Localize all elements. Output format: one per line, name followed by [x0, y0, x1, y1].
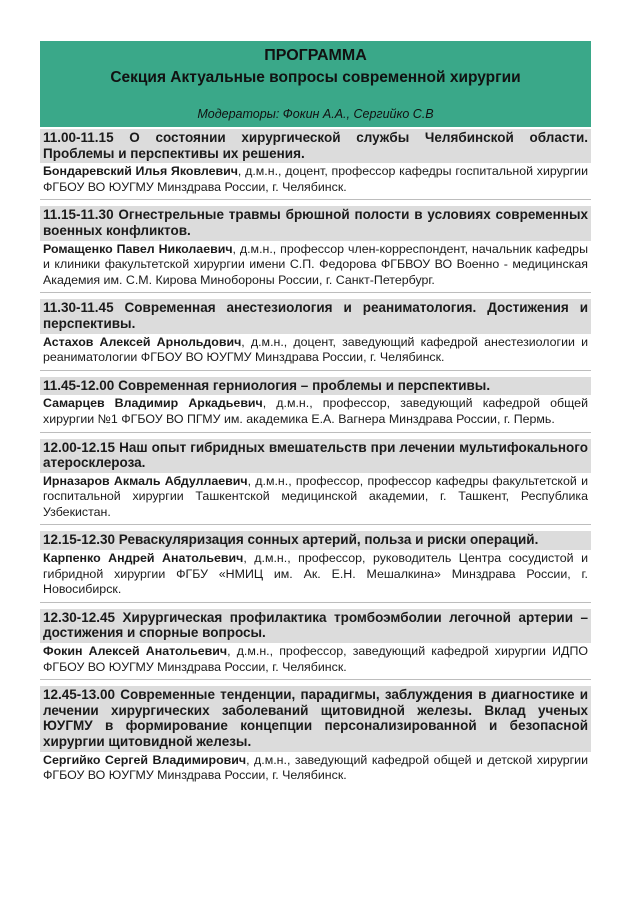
section-title: Секция Актуальные вопросы современной хирургии — [110, 69, 521, 86]
speaker-name: Фокин Алексей Анатольевич — [43, 644, 228, 659]
speaker-details: , д.м.н., заведующий кафедрой общей и детской хирургии ФГБОУ ВО ЮУГМУ Минздрава России, г. Челябинск. — [43, 752, 589, 783]
speaker-name: Ромащенко Павел Николаевич — [43, 241, 233, 256]
speaker-info — [42, 395, 589, 427]
program-item — [40, 433, 591, 526]
program-item — [40, 293, 591, 370]
talk-time-title: 12.45-13.00 Современные тенденции, парадигмы, заблуждения в диагностике и лечении хирургических заболеваний щитовидной железы. Вклад ученых ЮУГМУ в формирование концепции персонализированной и безопасной хирургии щитовидной железы. — [40, 686, 591, 751]
talk-time-title: 12.15-12.30 Реваскуляризация сонных артерий, польза и риски операций. — [40, 531, 591, 550]
speaker-details: , д.м.н., профессор, профессор кафедры факультетской и госпитальной хирургии Ташкентской медицинской академии, г. Ташкент, Республика Узбекистан. — [43, 473, 588, 519]
talk-time-title: 12.00-12.15 Наш опыт гибридных вмешательств при лечении мультифокального атеросклероза. — [40, 439, 591, 473]
speaker-info — [42, 643, 589, 675]
program-header — [40, 41, 591, 127]
speaker-name: Бондаревский Илья Яковлевич — [43, 164, 238, 179]
speaker-name: Карпенко Андрей Анатольевич — [43, 551, 244, 566]
program-item — [40, 200, 591, 293]
talk-time-title: 12.30-12.45 Хирургическая профилактика тромбоэмболии легочной артерии – достижения и спорные вопросы. — [40, 609, 591, 643]
speaker-info — [42, 241, 589, 289]
speaker-info — [42, 752, 589, 784]
speaker-info — [42, 334, 589, 366]
speaker-name: Ирназаров Акмаль Абдуллаевич — [43, 473, 248, 488]
speaker-info — [42, 550, 589, 598]
speaker-name: Астахов Алексей Арнольдович — [43, 334, 242, 349]
speaker-details: , д.м.н., профессор, руководитель Центра сосудистой и гибридной хирургии ФГБУ «НМИЦ им. Ак. Е.Н. Мешалкина» Минздрава России, г. Новосибирск. — [43, 551, 588, 597]
speaker-details: , д.м.н., доцент, заведующий кафедрой анестезиологии и реаниматологии ФГБОУ ВО ЮУГМУ Минздрава России, г. Челябинск. — [43, 334, 588, 365]
program-item — [40, 603, 591, 680]
speaker-name: Сергийко Сергей Владимирович — [43, 752, 247, 767]
program-title: ПРОГРАММА — [264, 47, 367, 64]
speaker-name: Самарцев Владимир Аркадьевич — [43, 396, 263, 411]
talk-time-title: 11.00-11.15 О состоянии хирургической службы Челябинской области. Проблемы и перспективы их решения. — [40, 129, 591, 163]
speaker-details: , д.м.н., профессор, заведующий кафедрой общей хирургии №1 ФГБОУ ВО ПГМУ им. академика Е.А. Вагнера Минздрава России, г. Пермь. — [43, 396, 588, 426]
moderators: Модераторы: Фокин А.А., Сергийко С.В — [197, 107, 434, 121]
speaker-info — [42, 163, 589, 195]
program-item — [40, 525, 591, 602]
program-item — [40, 680, 591, 788]
program-item — [40, 371, 591, 433]
speaker-details: , д.м.н., профессор, заведующий кафедрой хирургии ИДПО ФГБОУ ВО ЮУГМУ Минздрава России, г. Челябинск. — [43, 644, 588, 674]
speaker-details: , д.м.н., доцент, профессор кафедры госпитальной хирургии ФГБОУ ВО ЮУГМУ Минздрава России, г. Челябинск. — [43, 164, 588, 194]
speaker-info — [42, 473, 589, 521]
program-sheet — [40, 41, 591, 788]
talk-time-title: 11.15-11.30 Огнестрельные травмы брюшной полости в условиях современных военных конфликтов. — [40, 206, 591, 240]
program-item — [40, 127, 591, 200]
talk-time-title: 11.45-12.00 Современная герниология – проблемы и перспективы. — [40, 377, 591, 396]
talk-time-title: 11.30-11.45 Современная анестезиология и реаниматология. Достижения и перспективы. — [40, 299, 591, 333]
speaker-details: , д.м.н., профессор член-корреспондент, начальник кафедры и клиники факультетской хирургии имени С.П. Федорова ФГБВОУ ВО Военно - медицинская Академия им. С.М. Кирова Минобороны России, г. Санкт-Петербург. — [43, 241, 588, 287]
